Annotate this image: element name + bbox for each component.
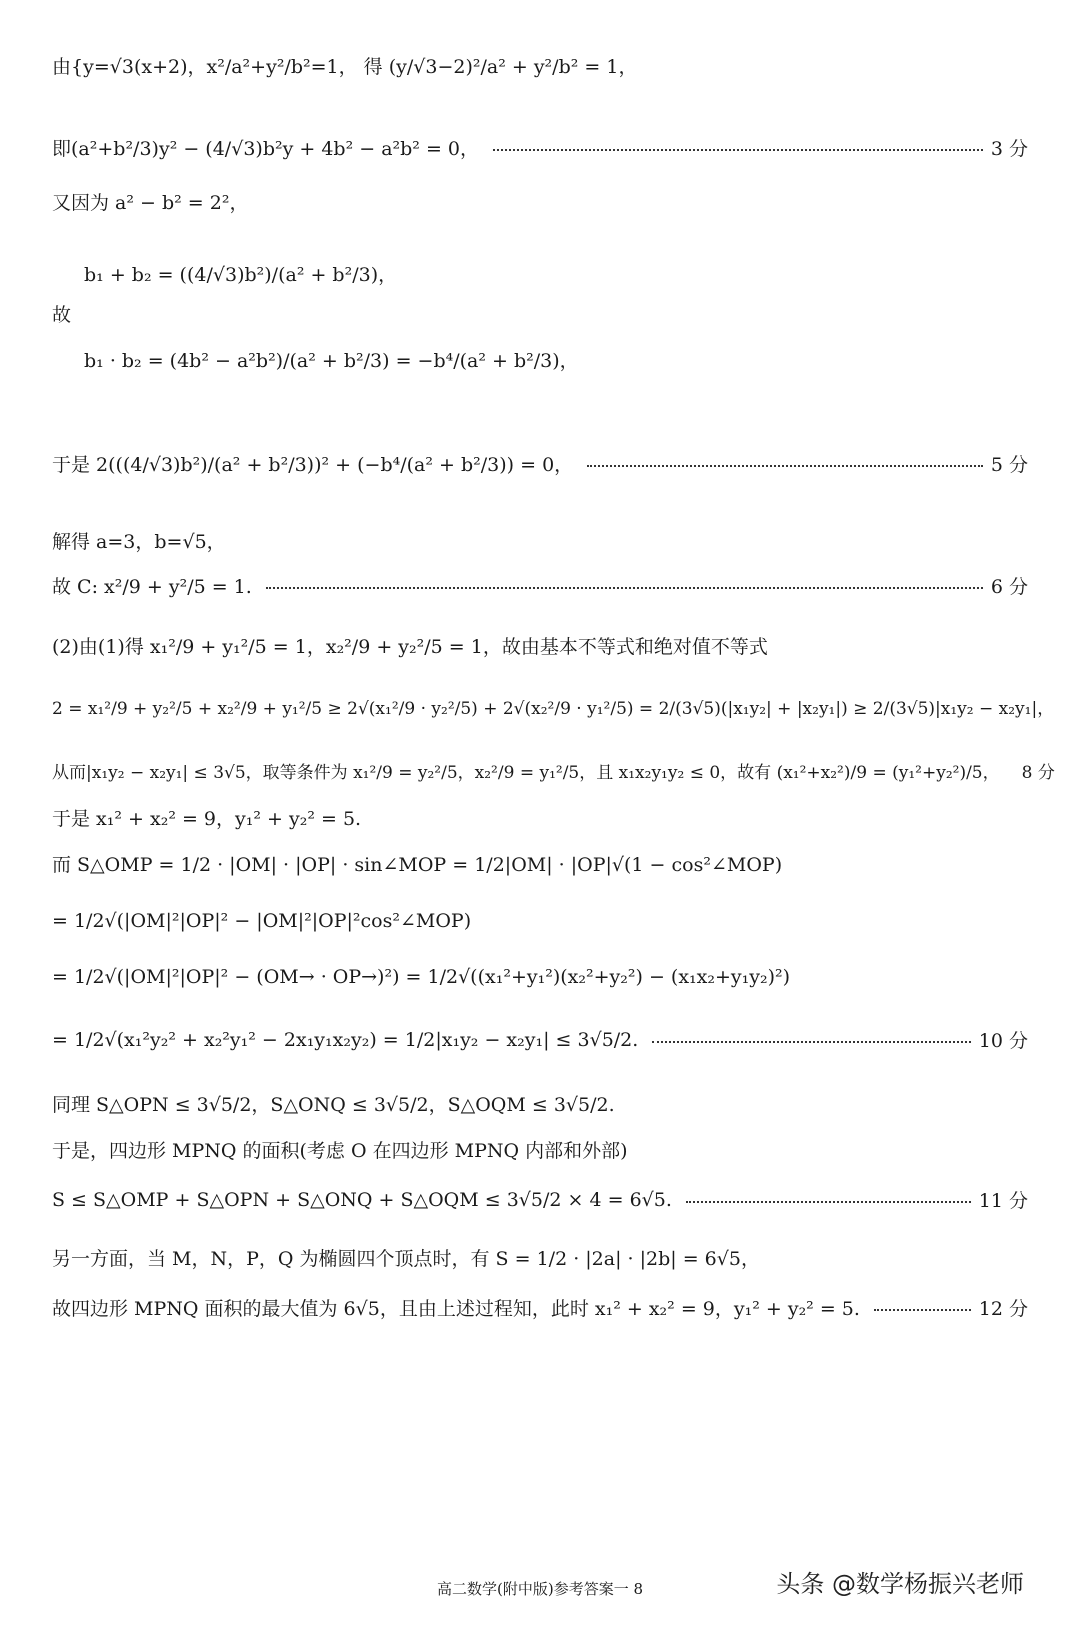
line-text: b₁ · b₂ = (4b² − a²b²)/(a² + b²/3) = −b⁴/(a² + b²/3)， xyxy=(84,350,579,372)
score: 12 分 xyxy=(978,1298,1028,1320)
score: 8 分 xyxy=(1021,763,1055,783)
page-footer: 高二数学(附中版)参考答案一 8 xyxy=(436,1580,644,1598)
score: 3 分 xyxy=(990,138,1028,160)
line-text: 于是，四边形 MPNQ 的面积(考虑 O 在四边形 MPNQ 内部和外部) xyxy=(52,1140,628,1162)
leader-dots xyxy=(652,1041,970,1043)
line-text: (2)由(1)得 x₁²/9 + y₁²/5 = 1，x₂²/9 + y₂²/5 = 1，故由基本不等式和绝对值不等式 xyxy=(52,636,768,658)
line-text: 故 C: x²/9 + y²/5 = 1. xyxy=(52,576,252,598)
line-text: = 1/2√(|OM|²|OP|² − (OM→ · OP→)²) = 1/2√((x₁²+y₁²)(x₂²+y₂²) − (x₁x₂+y₁y₂)²) xyxy=(52,966,791,988)
leader-dots xyxy=(686,1201,971,1203)
equation-line-2 xyxy=(52,134,1028,161)
score: 6 分 xyxy=(990,576,1028,598)
equation-line-15 xyxy=(52,910,1028,932)
line-text: 解得 a=3，b=√5， xyxy=(52,531,226,553)
equation-line-14 xyxy=(52,850,1028,877)
leader-dots xyxy=(587,465,983,467)
leader-dots xyxy=(266,587,983,589)
equation-line-1 xyxy=(52,52,1028,79)
equation-line-22 xyxy=(52,1294,1028,1321)
equation-line-9 xyxy=(52,572,1028,599)
equation-line-3 xyxy=(52,188,1028,215)
watermark-text: 头条 @数学杨振兴老师 xyxy=(776,1570,1024,1598)
equation-line-18 xyxy=(52,1090,1028,1117)
line-text: 由{y=√3(x+2)，x²/a²+y²/b²=1， 得 (y/√3−2)²/a² + y²/b² = 1， xyxy=(52,56,638,78)
equation-line-5 xyxy=(52,300,1028,327)
equation-line-8 xyxy=(52,527,1028,554)
equation-line-11 xyxy=(52,694,1055,719)
equation-line-12 xyxy=(52,758,1055,783)
line-text: 又因为 a² − b² = 2²， xyxy=(52,192,249,214)
equation-line-16 xyxy=(52,966,1028,988)
equation-line-6 xyxy=(84,346,1028,373)
leader-dots xyxy=(493,149,983,151)
equation-line-7 xyxy=(52,450,1028,477)
line-text: b₁ + b₂ = ((4/√3)b²)/(a² + b²/3)， xyxy=(84,264,398,286)
equation-line-20 xyxy=(52,1186,1028,1213)
line-text: 而 S△OMP = 1/2 · |OM| · |OP| · sin∠MOP = 1/2|OM| · |OP|√(1 − cos²∠MOP) xyxy=(52,854,783,876)
equation-line-17 xyxy=(52,1026,1028,1053)
line-text: = 1/2√(|OM|²|OP|² − |OM|²|OP|²cos²∠MOP) xyxy=(52,910,472,932)
score: 11 分 xyxy=(978,1190,1028,1212)
score: 5 分 xyxy=(990,454,1028,476)
line-text: = 1/2√(x₁²y₂² + x₂²y₁² − 2x₁y₁x₂y₂) = 1/2|x₁y₂ − x₂y₁| ≤ 3√5/2. xyxy=(52,1028,639,1051)
equation-line-4 xyxy=(84,260,1028,287)
equation-line-13 xyxy=(52,804,1028,831)
equation-line-21 xyxy=(52,1244,1028,1271)
line-text: 于是 x₁² + x₂² = 9，y₁² + y₂² = 5. xyxy=(52,808,362,830)
line-text: 于是 2(((4/√3)b²)/(a² + b²/3))² + (−b⁴/(a² + b²/3)) = 0， xyxy=(52,454,574,476)
line-text: S ≤ S△OMP + S△OPN + S△ONQ + S△OQM ≤ 3√5/2 × 4 = 6√5. xyxy=(52,1188,672,1211)
leader-dots xyxy=(874,1309,971,1311)
line-text: 从而|x₁y₂ − x₂y₁| ≤ 3√5，取等条件为 x₁²/9 = y₂²/5，x₂²/9 = y₁²/5，且 x₁x₂y₁y₂ ≤ 0，故有 (x₁²+x₂²)/9 = (y₁²+y₂²)/5， xyxy=(52,763,1000,783)
line-text: 故四边形 MPNQ 面积的最大值为 6√5，且由上述过程知，此时 x₁² + x₂² = 9，y₁² + y₂² = 5. xyxy=(52,1298,860,1320)
line-text: 故 xyxy=(52,304,72,326)
line-text: 同理 S△OPN ≤ 3√5/2，S△ONQ ≤ 3√5/2，S△OQM ≤ 3√5/2. xyxy=(52,1094,615,1116)
line-text: 2 = x₁²/9 + y₂²/5 + x₂²/9 + y₁²/5 ≥ 2√(x₁²/9 · y₂²/5) + 2√(x₂²/9 · y₁²/5) = 2/(3√5)(|x₁y₂| + |x₂y₁|) ≥ 2/(3√5)|x₁y₂ − x₂y₁|， xyxy=(52,699,1055,719)
line-text: 即(a²+b²/3)y² − (4/√3)b²y + 4b² − a²b² = 0， xyxy=(52,138,480,160)
equation-line-19 xyxy=(52,1136,1028,1163)
line-text: 另一方面，当 M，N，P，Q 为椭圆四个顶点时，有 S = 1/2 · |2a| · |2b| = 6√5， xyxy=(52,1248,760,1270)
score: 10 分 xyxy=(978,1030,1028,1052)
equation-line-10 xyxy=(52,632,1028,659)
